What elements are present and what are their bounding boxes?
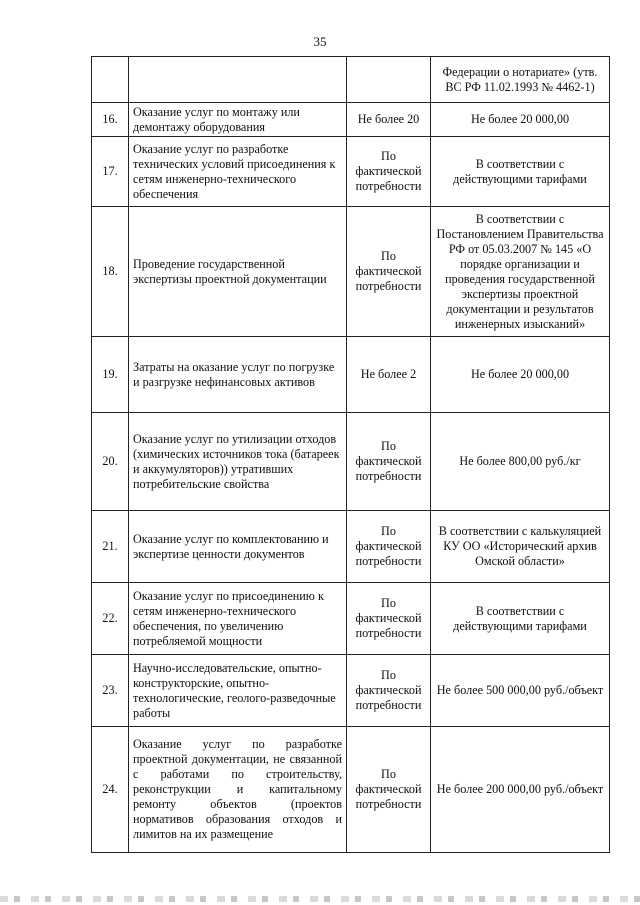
service-name-cell <box>129 57 347 103</box>
table-row <box>92 103 610 137</box>
table-row-continued <box>92 57 610 103</box>
service-name-cell: Оказание услуг по разработке проектной документации, не связанной с работами по строительству, реконструкции и капитальному ремонту объектов (проектов нормативов образования отходов и лимитов на их размещение <box>129 727 347 853</box>
service-name-cell: Затраты на оказание услуг по погрузке и разгрузке нефинансовых активов <box>129 337 347 413</box>
service-name-cell: Научно-исследовательские, опытно-конструкторские, опытно-технологические, геолого-разведочные работы <box>129 655 347 727</box>
service-name-cell: Оказание услуг по утилизации отходов (химических источников тока (батареек и аккумуляторов)) утративших потребительские свойства <box>129 413 347 511</box>
service-name-cell: Оказание услуг по разработке технических условий присоединения к сетям инженерно-технического обеспечения <box>129 137 347 207</box>
price-cell: В соответствии с действующими тарифами <box>431 137 610 207</box>
services-table <box>91 56 610 853</box>
row-number-cell: 18. <box>92 207 129 337</box>
row-number-cell: 19. <box>92 337 129 413</box>
table-row <box>92 207 610 337</box>
price-cell: В соответствии с Постановлением Правительства РФ от 05.03.2007 № 145 «О порядке организации и проведения государственной экспертизы проектной документации и результатов инженерных изысканий» <box>431 207 610 337</box>
table-row <box>92 413 610 511</box>
volume-cell: По фактической потребности <box>347 207 431 337</box>
volume-cell: По фактической потребности <box>347 413 431 511</box>
service-name-cell: Оказание услуг по монтажу или демонтажу оборудования <box>129 103 347 137</box>
price-cell: Не более 500 000,00 руб./объект <box>431 655 610 727</box>
volume-cell: Не более 2 <box>347 337 431 413</box>
service-name-cell: Проведение государственной экспертизы проектной документации <box>129 207 347 337</box>
volume-cell: По фактической потребности <box>347 655 431 727</box>
table-row <box>92 137 610 207</box>
price-cell: Федерации о нотариате» (утв. ВС РФ 11.02.1993 № 4462-1) <box>431 57 610 103</box>
page-number: 35 <box>313 34 327 49</box>
volume-cell: Не более 20 <box>347 103 431 137</box>
row-number-cell: 23. <box>92 655 129 727</box>
price-cell: Не более 20 000,00 <box>431 337 610 413</box>
price-cell: В соответствии с калькуляцией КУ ОО «Исторический архив Омской области» <box>431 511 610 583</box>
volume-cell: По фактической потребности <box>347 511 431 583</box>
row-number-cell: 21. <box>92 511 129 583</box>
row-number-cell <box>92 57 129 103</box>
row-number-cell: 20. <box>92 413 129 511</box>
service-name-cell: Оказание услуг по присоединению к сетям инженерно-технического обеспечения, по увеличению потребляемой мощности <box>129 583 347 655</box>
volume-cell <box>347 57 431 103</box>
table-row <box>92 583 610 655</box>
volume-cell: По фактической потребности <box>347 583 431 655</box>
row-number-cell: 16. <box>92 103 129 137</box>
volume-cell: По фактической потребности <box>347 727 431 853</box>
scan-edge-artifact <box>0 896 640 902</box>
table-row <box>92 511 610 583</box>
volume-cell: По фактической потребности <box>347 137 431 207</box>
table-row <box>92 727 610 853</box>
price-cell: В соответствии с действующими тарифами <box>431 583 610 655</box>
table-row <box>92 655 610 727</box>
price-cell: Не более 20 000,00 <box>431 103 610 137</box>
row-number-cell: 24. <box>92 727 129 853</box>
row-number-cell: 22. <box>92 583 129 655</box>
price-cell: Не более 800,00 руб./кг <box>431 413 610 511</box>
table-row <box>92 337 610 413</box>
price-cell: Не более 200 000,00 руб./объект <box>431 727 610 853</box>
row-number-cell: 17. <box>92 137 129 207</box>
service-name-cell: Оказание услуг по комплектованию и экспертизе ценности документов <box>129 511 347 583</box>
